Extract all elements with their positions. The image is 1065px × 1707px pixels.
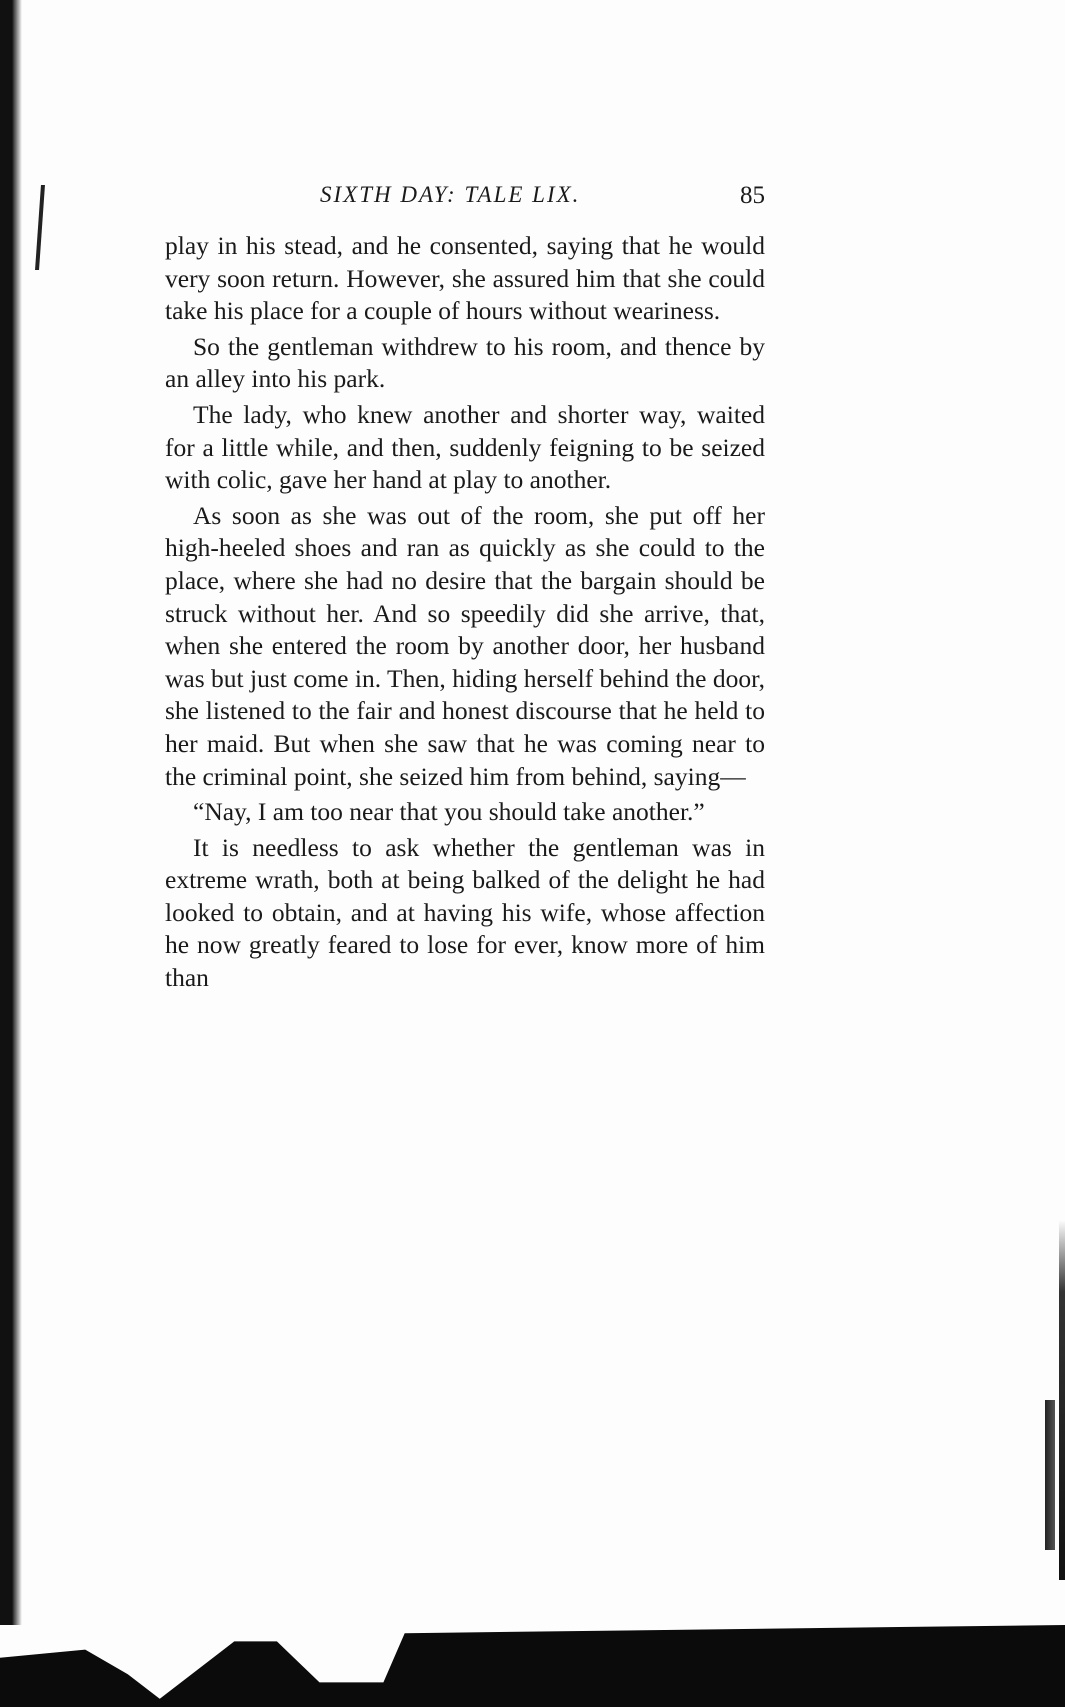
body-text — [165, 230, 765, 998]
paragraph: As soon as she was out of the room, she put off her high-heeled shoes and ran as quickly as she could to the place, where she had no desire that the bargain should be struck without her. And so speedily did she arrive, that, when she entered the room by another door, her husband was but just come in. Then, hiding herself behind the door, she listened to the fair and honest discourse that he held to her maid. But when she saw that he was coming near to the criminal point, she seized him from behind, saying— — [165, 500, 765, 791]
scan-right-mark — [1045, 1400, 1055, 1550]
page-header — [165, 178, 765, 218]
paragraph: It is needless to ask whether the gentleman was in extreme wrath, both at being balked of the delight he had looked to obtain, and at having his wife, whose affection he now greatly feared to lose for ever, know more of him than — [165, 832, 765, 993]
scan-binding-edge — [0, 0, 22, 1625]
scan-bottom-edge — [0, 1625, 1065, 1707]
paragraph: “Nay, I am too near that you should take another.” — [193, 797, 705, 827]
scan-right-edge — [1059, 1220, 1065, 1580]
page-number: 85 — [740, 182, 765, 209]
running-head: SIXTH DAY: TALE LIX. — [320, 182, 581, 207]
scan-artifact-mark — [35, 185, 45, 270]
paragraph: So the gentleman withdrew to his room, and thence by an alley into his park. — [165, 331, 765, 394]
paragraph: play in his stead, and he consented, saying that he would very soon return. However, she assured him that she could take his place for a couple of hours without weariness. — [165, 231, 765, 326]
paragraph: The lady, who knew another and shorter way, waited for a little while, and then, suddenly feigning to be seized with colic, gave her hand at play to another. — [165, 399, 765, 495]
